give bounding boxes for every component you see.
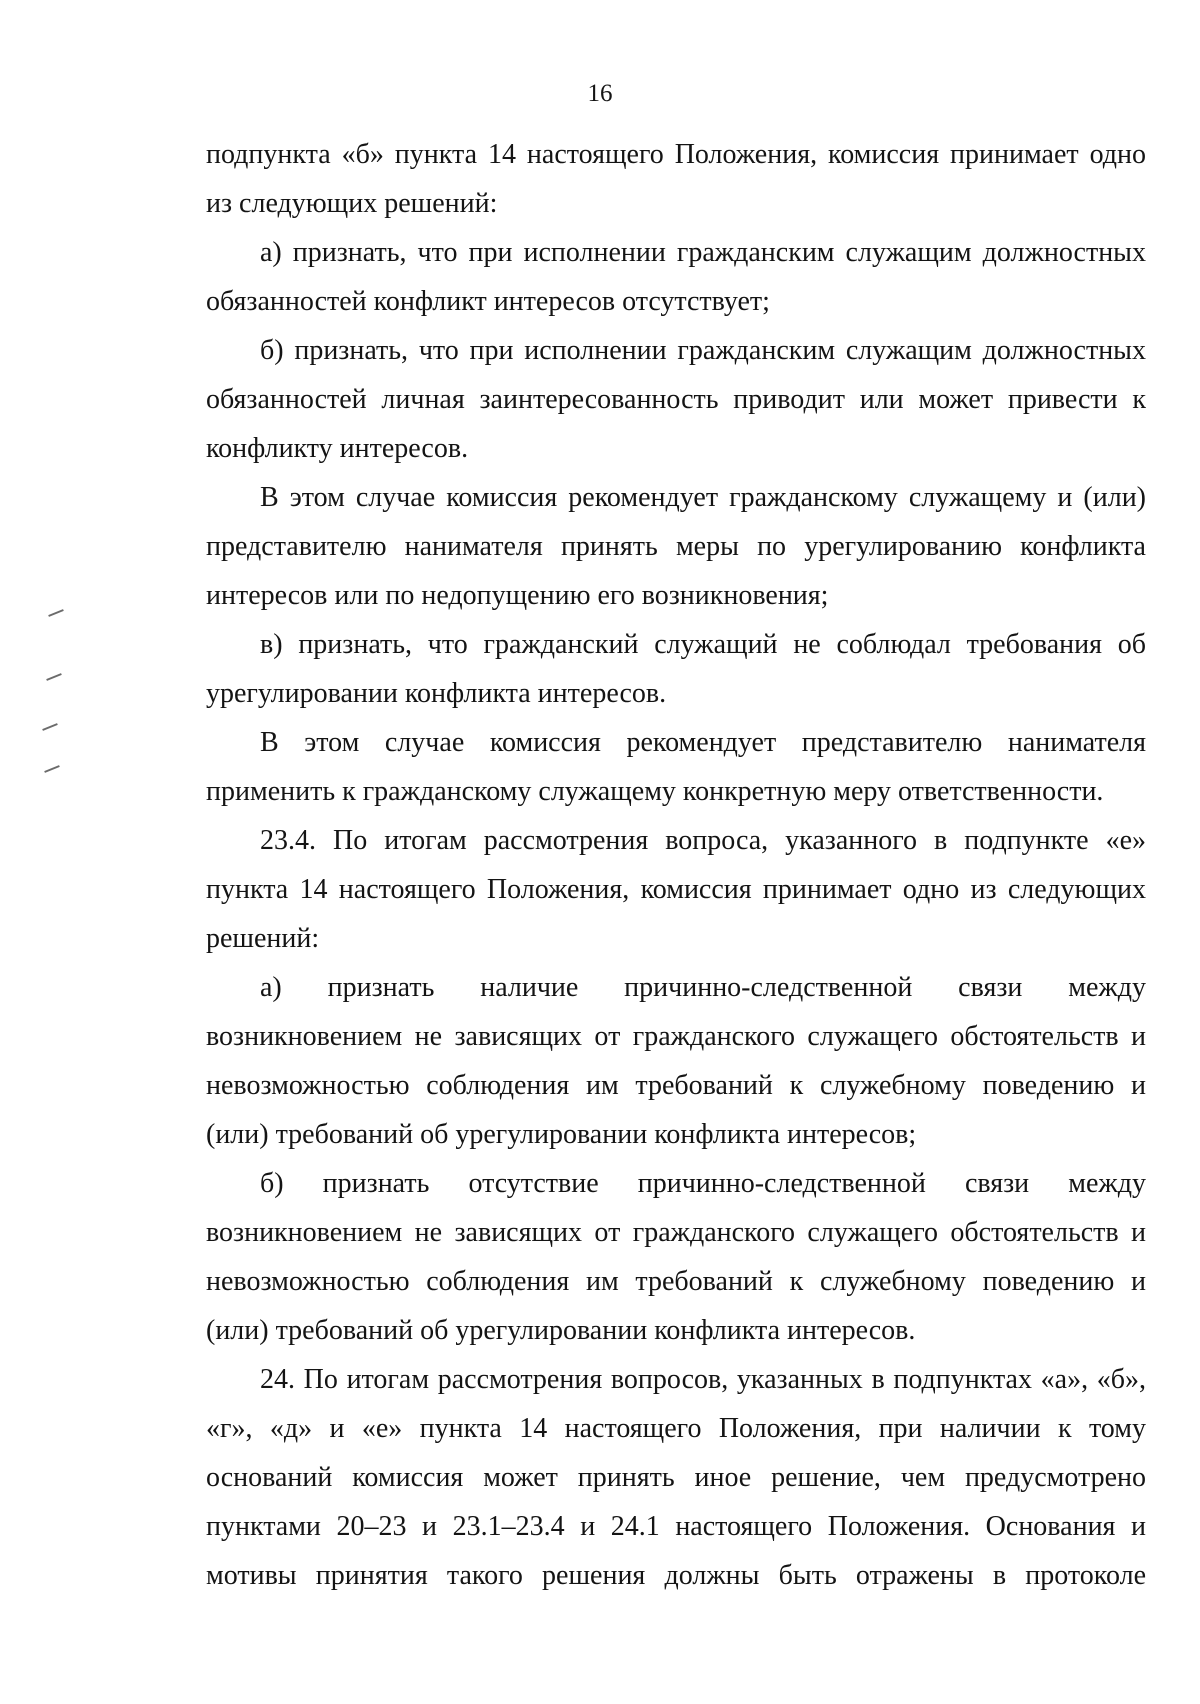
- paragraph: В этом случае комиссия рекомендует представителю нанимателя применить к гражданскому служащему конкретную меру ответственности.: [206, 727, 1146, 807]
- page-number: 16: [587, 80, 613, 107]
- margin-scan-marks: [34, 600, 74, 820]
- paragraph: б) признать, что при исполнении гражданским служащим должностных обязанностей личная заинтересованность приводит или может привести к конфликту интересов.: [206, 335, 1146, 464]
- paragraph: 23.4. По итогам рассмотрения вопроса, указанного в подпункте «е» пункта 14 настоящего Положения, комиссия принимает одно из следующих решений:: [206, 825, 1146, 954]
- scan-mark: [42, 723, 58, 731]
- paragraph: в) признать, что гражданский служащий не соблюдал требования об урегулировании конфликта интересов.: [206, 629, 1146, 709]
- paragraph: б) признать отсутствие причинно-следственной связи между возникновением не зависящих от гражданского служащего обстоятельств и невозможностью соблюдения им требований к служебному поведению и (или) требований об урегулировании конфликта интересов.: [206, 1168, 1146, 1346]
- scan-mark: [44, 765, 60, 773]
- paragraph: В этом случае комиссия рекомендует гражданскому служащему и (или) представителю нанимателя принять меры по урегулированию конфликта интересов или по недопущению его возникновения;: [206, 482, 1146, 611]
- paragraph: а) признать, что при исполнении гражданским служащим должностных обязанностей конфликт интересов отсутствует;: [206, 237, 1146, 317]
- scan-mark: [46, 673, 62, 681]
- paragraph: а) признать наличие причинно-следственной связи между возникновением не зависящих от гражданского служащего обстоятельств и невозможностью соблюдения им требований к служебному поведению и (или) требований об урегулировании конфликта интересов;: [206, 972, 1146, 1150]
- scan-mark: [48, 609, 64, 617]
- document-body: [206, 130, 1146, 1600]
- paragraph: подпункта «б» пункта 14 настоящего Положения, комиссия принимает одно из следующих решений:: [206, 139, 1146, 219]
- paragraph: 24. По итогам рассмотрения вопросов, указанных в подпунктах «а», «б», «г», «д» и «е» пункта 14 настоящего Положения, при наличии к тому оснований комиссия может принять иное решение, чем предусмотрено пунктами 20–23 и 23.1–23.4 и 24.1 настоящего Положения. Основания и мотивы принятия такого решения должны быть отражены в протоколе: [206, 1364, 1146, 1591]
